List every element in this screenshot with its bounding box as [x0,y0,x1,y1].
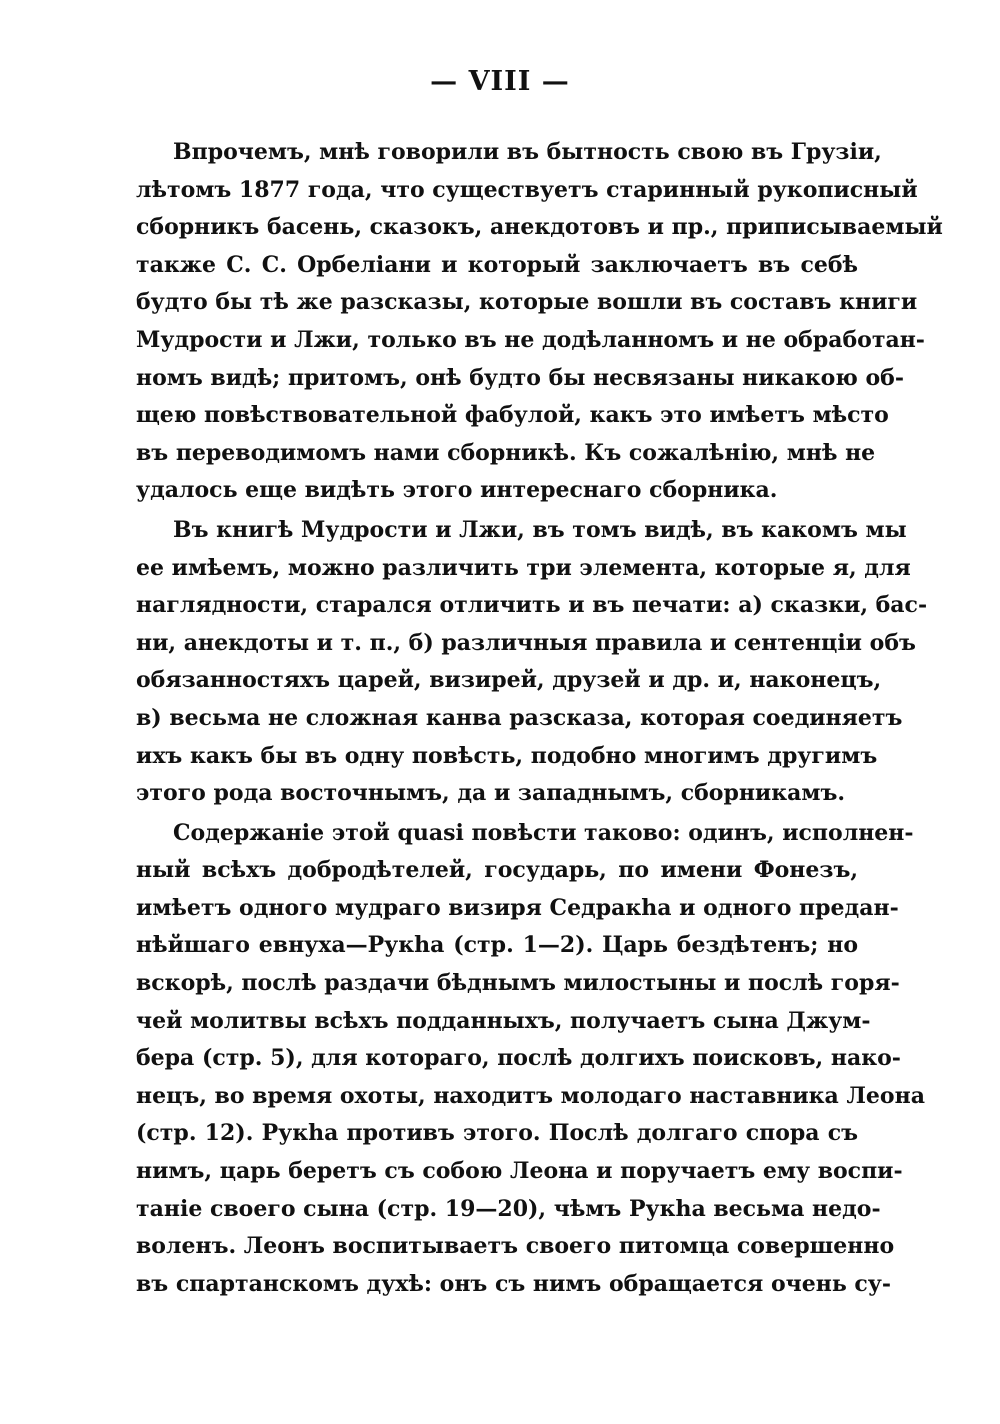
body-text [136,134,943,1303]
text-line: также С. С. Орбеліани и который заключаетъ въ себѣ [136,251,858,278]
text-line: обязанностяхъ царей, визирей, друзей и др. и, наконецъ, [136,667,882,694]
text-line: удалось еще видѣть этого интереснаго сборника. [136,477,778,504]
text-line: бера (стр. 5), для котораго, послѣ долгихъ поисковъ, нако- [136,1045,901,1072]
text-line: этого рода восточнымъ, да и западнымъ, сборникамъ. [136,780,846,807]
text-line: нимъ, царь беретъ съ собою Леона и поручаетъ ему воспи- [136,1158,903,1185]
text-line: щею повѣствовательной фабулой, какъ это имѣетъ мѣсто [136,402,889,429]
text-line: (стр. 12). Рукhа противъ этого. Послѣ долгаго спора съ [136,1120,858,1147]
text-line: в) весьма не сложная канва разсказа, которая соединяетъ [136,704,903,731]
text-line: ный всѣхъ добродѣтелей, государь, по имени Фонезъ, [136,857,858,884]
text-line: лѣтомъ 1877 года, что существуетъ старинный рукописный [136,176,918,203]
text-line: въ переводимомъ нами сборникѣ. Къ сожалѣнію, мнѣ не [136,439,876,466]
text-line: въ спартанскомъ духѣ: онъ съ нимъ обращается очень су- [136,1270,892,1297]
text-line: нѣйшаго евнуха—Рукhа (стр. 1—2). Царь бездѣтенъ; но [136,932,858,959]
text-line: таніе своего сына (стр. 19—20), чѣмъ Рукhа весьма недо- [136,1195,881,1222]
text-line: ни, анекдоты и т. п., б) различныя правила и сентенціи объ [136,629,916,656]
text-line: Мудрости и Лжи, только въ не додѣланномъ и не обработан- [136,326,925,353]
text-line: Содержаніе этой quasi повѣсти таково: одинъ, исполнен- [173,819,914,846]
text-line: чей молитвы всѣхъ подданныхъ, получаетъ сына Джум- [136,1007,871,1034]
text-line: будто бы тѣ же разсказы, которые вошли въ составъ книги [136,289,918,316]
text-line: Въ книгѣ Мудрости и Лжи, въ томъ видѣ, въ какомъ мы [173,516,907,543]
text-line: Впрочемъ, мнѣ говорили въ бытность свою въ Грузіи, [173,139,882,165]
text-line: номъ видѣ; притомъ, онѣ будто бы несвязаны никакою об- [136,364,904,391]
text-line: нецъ, во время охоты, находитъ молодаго наставника Леона [136,1082,925,1109]
text-line: наглядности, старался отличить и въ печати: а) сказки, бас- [136,592,928,619]
text-line: сборникъ басень, сказокъ, анекдотовъ и пр., приписываемый [136,214,943,241]
page-number: — VIII — [430,66,570,97]
text-line: имѣетъ одного мудраго визиря Седракhа и одного предан- [136,894,899,921]
text-line: вскорѣ, послѣ раздачи бѣднымъ милостыны и послѣ горя- [136,970,900,997]
text-line: ее имѣемъ, можно различить три элемента, которые я, для [136,554,911,581]
text-line: ихъ какъ бы въ одну повѣсть, подобно многимъ другимъ [136,742,878,769]
text-line: воленъ. Леонъ воспитываетъ своего питомца совершенно [136,1233,895,1260]
